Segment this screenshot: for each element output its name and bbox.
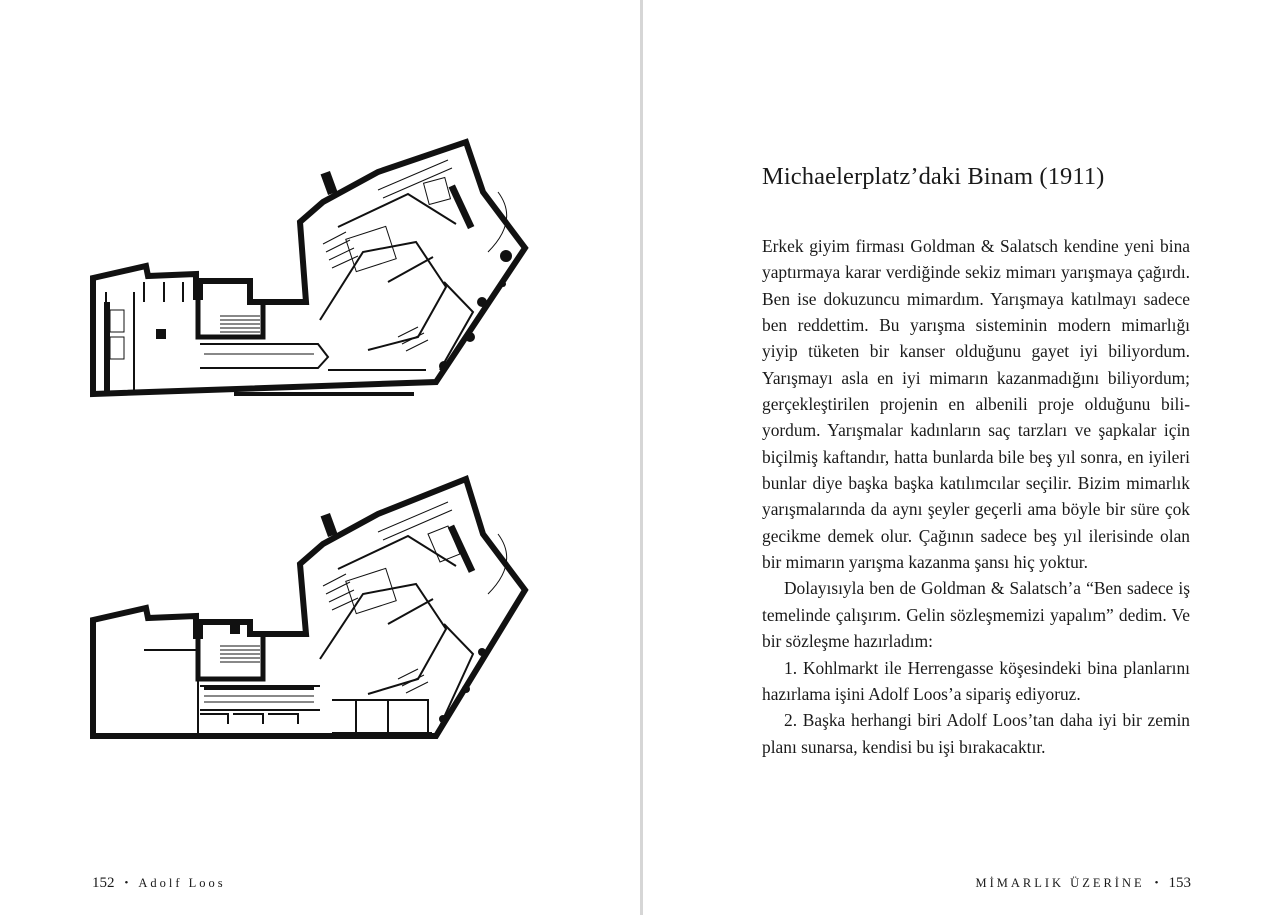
body-text [762, 233, 1190, 760]
left-running-head: Adolf Loos [138, 876, 226, 890]
left-footer [92, 875, 226, 892]
right-page-number: 153 [1168, 875, 1191, 891]
list-item: 1. Kohlmarkt ile Herrengasse köşesindeki bina planlarını hazırlama işini Adolf Loos’a sipariş ediyoruz. [762, 657, 1190, 704]
right-running-head: MİMARLIK ÜZERİNE [975, 876, 1145, 890]
right-footer [975, 875, 1191, 892]
left-page-number: 152 [92, 875, 115, 891]
floor-plan-upper [88, 132, 533, 404]
chapter-title: Michaelerplatz’daki Binam (1911) [762, 163, 1105, 190]
list-item: 2. Başka herhangi biri Adolf Loos’tan daha iyi bir zemin planı sunarsa, kendisi bu işi bırakacaktır. [762, 710, 1190, 757]
footer-separator: • [124, 877, 129, 889]
footer-separator: • [1154, 877, 1159, 889]
paragraph: Erkek giyim firması Goldman & Salatsch kendine yeni bina yaptırmaya karar verdiğinde sekiz mimarı yarışmaya çağırdı. Ben ise dokuzuncu mimardım. Yarışmaya katılmayı sadece ben reddettim. Bu yarışma sisteminin modern mimarlığı yiyip tüketen bir kanser olduğunu gayet iyi biliyordum. Yarışmayı asla en iyi mimarın kazanmadığını biliyordum; gerçekleştirilen projenin en albenili proje olduğunu biliyordum. Yarışmalar kadınların saç tarzları ve şapkalar için biçilmiş kaftandır, hatta bunlarda bile beş yıl sonra, en iyileri bunlar diye başka başka katılımcılar seçilir. Bizim mimarlık yarışmalarında da aynı şeyler geçerli ama böyle bir süre çok gecikme demek olur. Çağının sadece beş yıl ilerisinde olan bir mimarın yarışma kazanma şansı hiç yoktur. [762, 236, 1190, 573]
paragraph: Dolayısıyla ben de Goldman & Salatsch’a “Ben sadece iş temelinde çalışırım. Gelin sözleşmemizi yapalım” dedim. Ve bir sözleşme hazırladım: [762, 578, 1190, 652]
left-page [0, 0, 640, 915]
floor-plan-ground [88, 474, 533, 746]
right-page [643, 0, 1281, 915]
